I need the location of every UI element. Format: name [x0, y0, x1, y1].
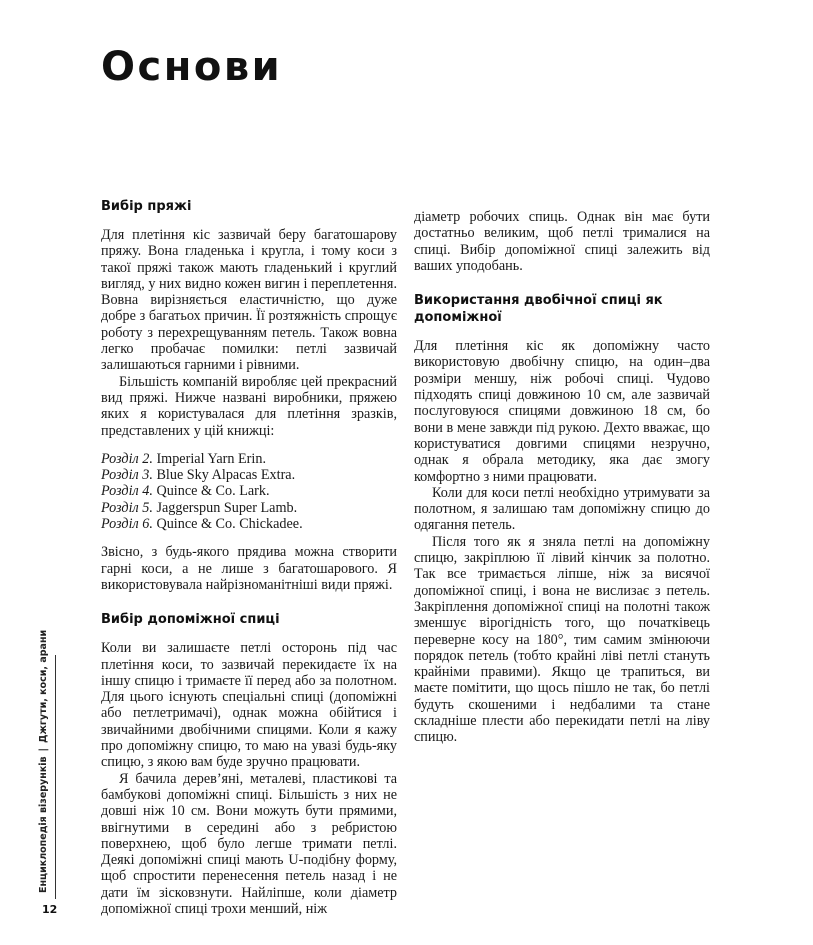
page-number: 12	[42, 903, 58, 916]
book-title: Енциклопедія візерунків	[38, 756, 49, 893]
paragraph: Коли для коси петлі необхідно утримувати за полотном, я залишаю там допоміжну спицю до одягання петель.	[414, 484, 710, 534]
list-item: Розділ 5. Jaggerspun Super Lamb.	[101, 499, 298, 516]
right-column	[414, 209, 710, 746]
separator: |	[38, 747, 49, 752]
paragraph: Звісно, з будь-якого прядива можна створити гарні коси, а не лише з багатошарового. Я використовувала найрізноманітніші види пряжі.	[101, 544, 397, 593]
paragraph: Для плетіння кіс зазвичай беру багатошарову пряжу. Вона гладенька і кругла, і тому коси з такої пряжі також мають гладенький і круглий вигляд, у них видно кожен вигин і переплетення. Вовна вирізняється еластичністю, що дуже добре з багатьох причин. Її розтяжність спрощує роботу з перехрещуванням петель. Також вовна легко пробачає помилки: петлі зазвичай залишаються гарними і рівними.	[101, 227, 397, 374]
section-title: Джгути, коси, арани	[38, 629, 49, 743]
heading-yarn-choice: Вибір пряжі	[101, 199, 192, 214]
heading-cable-needle: Вибір допоміжної спиці	[101, 612, 280, 628]
list-item: Розділ 6. Quince & Co. Chickadee.	[101, 516, 303, 533]
list-item: Розділ 4. Quince & Co. Lark.	[101, 483, 270, 500]
running-header	[38, 630, 49, 893]
paragraph: Після того як я зняла петлі на допоміжну спицю, закріплюю її лівий кінчик за полотно. Так все тримається ліпше, ніж за висячої допоміжної спиці, і вона не вислизає з петель. Закріплення допоміжної спиці на полотні також зменшує вірогідність того, що початківець переверне косу на 180°, тим самим змінюючи порядок петель (тобто крайні ліві петлі стануть крайніми правими). Якщо це трапиться, ви маєте помітити, що щось пішло не так, бо петлі будуть скошеними і недбалими та стане складніше плести або перекидати петлі на ліву спицю.	[414, 533, 710, 746]
heading-dpn-as-cable: Використання двобічної спиці як допоміжної	[414, 293, 663, 326]
paragraph: Для плетіння кіс як допоміжну часто використовую двобічну спицю, на один–два розміри меншу, ніж робочі спиці. Чудово підходять спиці довжиною 10 см, але зазвичай послуговуюся спицями довжиною 18 см, бо вони в мене завжди під рукою. Дехто вважає, що користуватися довгими спицями незручно, однак я обрала методику, яка дає змогу комфортно з ними працювати.	[414, 338, 710, 485]
vertical-rule	[55, 655, 56, 899]
yarn-list	[101, 451, 397, 532]
page-title: Основи	[101, 44, 283, 90]
paragraph: діаметр робочих спиць. Однак він має бути достатньо великим, щоб петлі трималися на спиці. Вибір допоміжної спиці залежить від ваших уподобань.	[414, 209, 710, 274]
list-item: Розділ 2. Imperial Yarn Erin.	[101, 450, 266, 467]
paragraph: Коли ви залишаєте петлі осторонь під час плетіння коси, то зазвичай перекидаєте їх на іншу спицю і тримаєте її перед або за полотном. Для цього існують спеціальні спиці (допоміжні або петлетримачі), однак можна обійтися і звичайними двобічними спицями. Коли я кажу про допоміжну спицю, то маю на увазі будь-яку спицю, з якою вам буде зручно працювати.	[101, 640, 397, 771]
paragraph: Я бачила дерев’яні, металеві, пластикові та бамбукові допоміжні спиці. Більшість з них не довші ніж 10 см. Вони можуть бути прямими, ввігнутими в середині або з ребристою поверхнею, щоб було легше тримати петлі. Деякі допоміжні спиці мають U-подібну форму, щоб спростити перенесення петель назад і не дати їм зісковзнути. Найліпше, коли діаметр допоміжної спиці трохи менший, ніж	[101, 770, 397, 917]
paragraph: Більшість компаній виробляє цей прекрасний вид пряжі. Нижче названі виробники, пряжею яких я користувалася для плетіння зразків, представлених у цій книжці:	[101, 373, 397, 439]
left-column	[101, 198, 397, 917]
list-item: Розділ 3. Blue Sky Alpacas Extra.	[101, 467, 296, 484]
